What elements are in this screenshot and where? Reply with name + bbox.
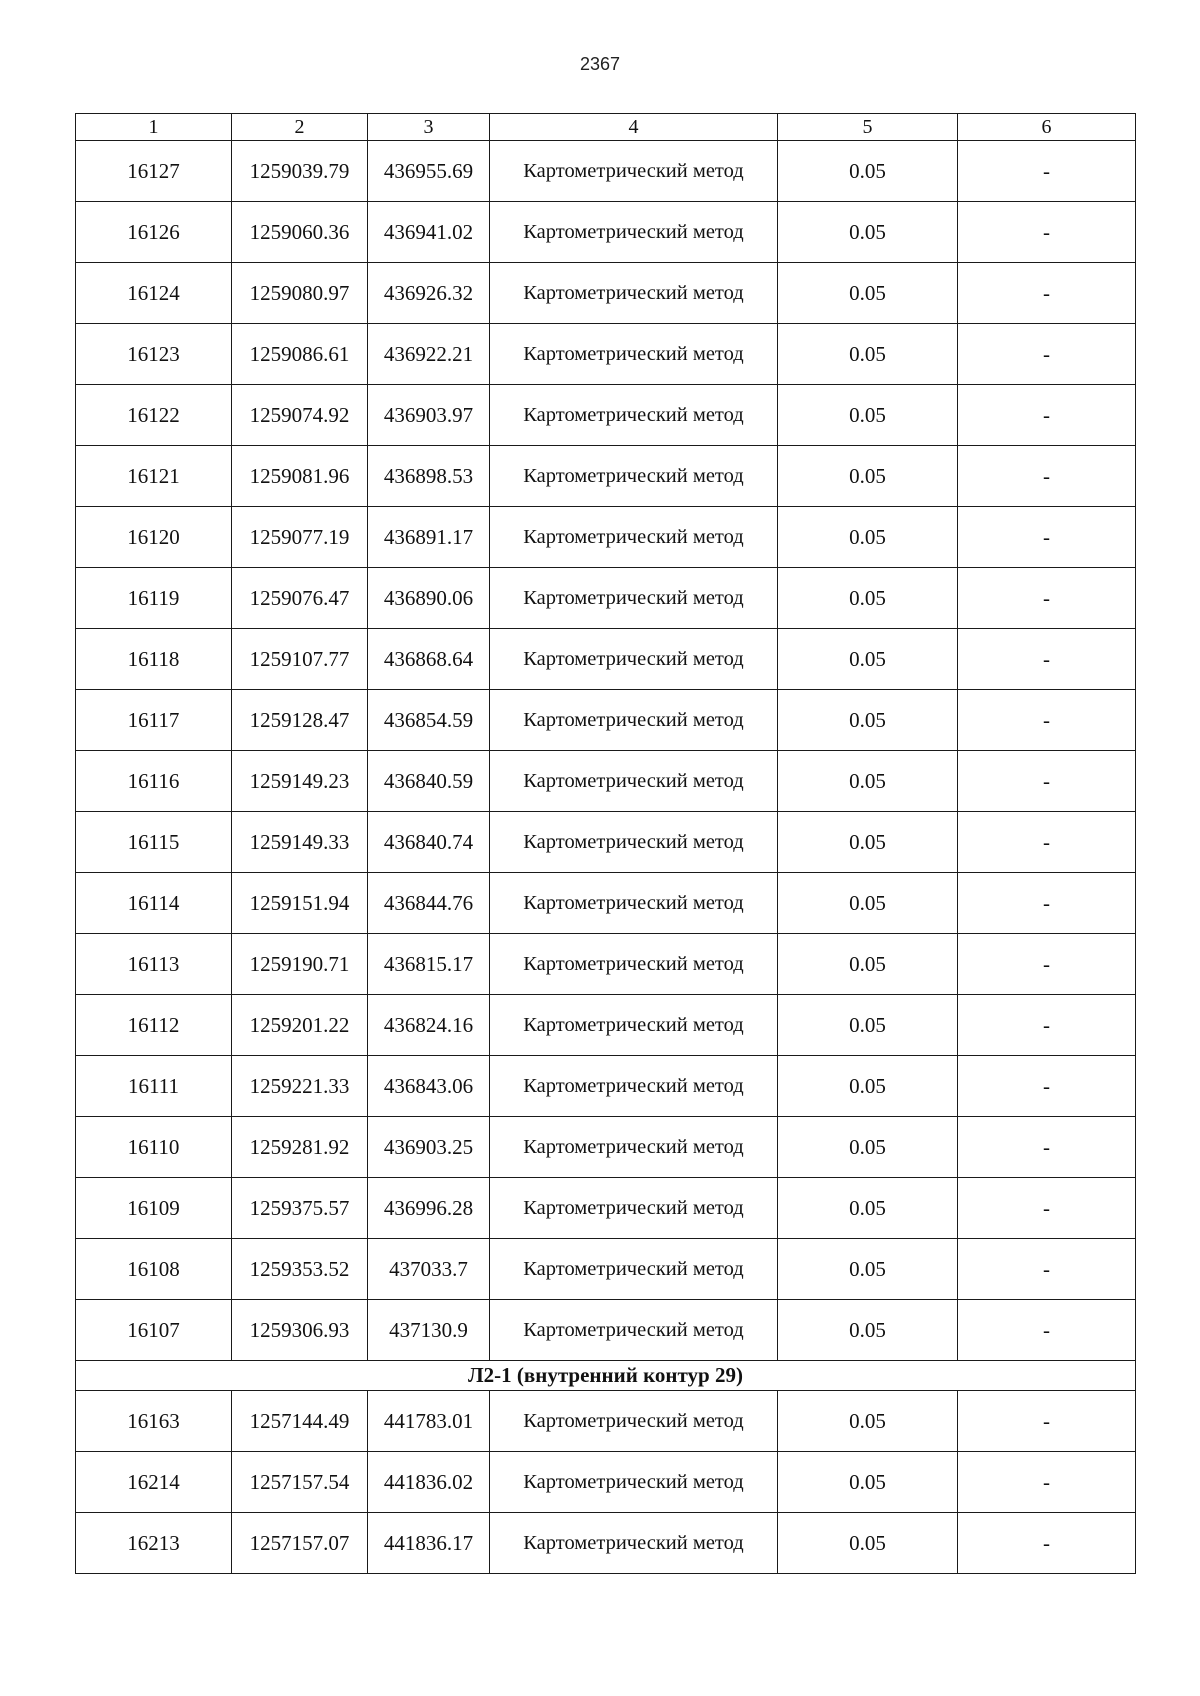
method-cell: Картометрический метод xyxy=(490,751,778,812)
method-cell: Картометрический метод xyxy=(490,1178,778,1239)
description-cell: - xyxy=(958,629,1136,690)
x-coordinate-cell: 1257144.49 xyxy=(232,1391,368,1452)
method-cell: Картометрический метод xyxy=(490,263,778,324)
header-row xyxy=(76,114,1136,141)
point-number-cell: 16115 xyxy=(76,812,232,873)
y-coordinate-cell: 436898.53 xyxy=(368,446,490,507)
method-cell: Картометрический метод xyxy=(490,1513,778,1574)
method-cell: Картометрический метод xyxy=(490,1117,778,1178)
point-number-cell: 16107 xyxy=(76,1300,232,1361)
section-title: Л2-1 (внутренний контур 29) xyxy=(76,1361,1136,1391)
y-coordinate-cell: 436926.32 xyxy=(368,263,490,324)
accuracy-cell: 0.05 xyxy=(778,995,958,1056)
point-number-cell: 16119 xyxy=(76,568,232,629)
table-row xyxy=(76,507,1136,568)
point-number-cell: 16123 xyxy=(76,324,232,385)
method-cell: Картометрический метод xyxy=(490,812,778,873)
accuracy-cell: 0.05 xyxy=(778,1056,958,1117)
point-number-cell: 16213 xyxy=(76,1513,232,1574)
description-cell: - xyxy=(958,934,1136,995)
y-coordinate-cell: 436903.97 xyxy=(368,385,490,446)
accuracy-cell: 0.05 xyxy=(778,690,958,751)
coordinates-table xyxy=(75,113,1136,1574)
table-row xyxy=(76,812,1136,873)
description-cell: - xyxy=(958,1391,1136,1452)
description-cell: - xyxy=(958,568,1136,629)
y-coordinate-cell: 441836.17 xyxy=(368,1513,490,1574)
accuracy-cell: 0.05 xyxy=(778,141,958,202)
method-cell: Картометрический метод xyxy=(490,568,778,629)
point-number-cell: 16108 xyxy=(76,1239,232,1300)
accuracy-cell: 0.05 xyxy=(778,751,958,812)
accuracy-cell: 0.05 xyxy=(778,507,958,568)
point-number-cell: 16111 xyxy=(76,1056,232,1117)
table-row xyxy=(76,202,1136,263)
x-coordinate-cell: 1259080.97 xyxy=(232,263,368,324)
method-cell: Картометрический метод xyxy=(490,1056,778,1117)
table-row xyxy=(76,1300,1136,1361)
page-number: 2367 xyxy=(579,54,621,74)
description-cell: - xyxy=(958,1300,1136,1361)
point-number-cell: 16110 xyxy=(76,1117,232,1178)
description-cell: - xyxy=(958,1513,1136,1574)
accuracy-cell: 0.05 xyxy=(778,446,958,507)
description-cell: - xyxy=(958,202,1136,263)
method-cell: Картометрический метод xyxy=(490,141,778,202)
description-cell: - xyxy=(958,1452,1136,1513)
point-number-cell: 16163 xyxy=(76,1391,232,1452)
point-number-cell: 16116 xyxy=(76,751,232,812)
accuracy-cell: 0.05 xyxy=(778,202,958,263)
method-cell: Картометрический метод xyxy=(490,507,778,568)
table-header xyxy=(76,114,1136,141)
x-coordinate-cell: 1259076.47 xyxy=(232,568,368,629)
y-coordinate-cell: 441783.01 xyxy=(368,1391,490,1452)
method-cell: Картометрический метод xyxy=(490,1239,778,1300)
point-number-cell: 16121 xyxy=(76,446,232,507)
column-header: 3 xyxy=(368,114,490,141)
description-cell: - xyxy=(958,690,1136,751)
accuracy-cell: 0.05 xyxy=(778,568,958,629)
method-cell: Картометрический метод xyxy=(490,202,778,263)
accuracy-cell: 0.05 xyxy=(778,934,958,995)
x-coordinate-cell: 1259081.96 xyxy=(232,446,368,507)
table-row xyxy=(76,629,1136,690)
x-coordinate-cell: 1257157.54 xyxy=(232,1452,368,1513)
description-cell: - xyxy=(958,1117,1136,1178)
description-cell: - xyxy=(958,324,1136,385)
table-row xyxy=(76,1178,1136,1239)
table-row xyxy=(76,1452,1136,1513)
x-coordinate-cell: 1259201.22 xyxy=(232,995,368,1056)
x-coordinate-cell: 1259107.77 xyxy=(232,629,368,690)
column-header: 4 xyxy=(490,114,778,141)
description-cell: - xyxy=(958,446,1136,507)
point-number-cell: 16117 xyxy=(76,690,232,751)
description-cell: - xyxy=(958,1239,1136,1300)
x-coordinate-cell: 1259074.92 xyxy=(232,385,368,446)
accuracy-cell: 0.05 xyxy=(778,1513,958,1574)
method-cell: Картометрический метод xyxy=(490,1300,778,1361)
method-cell: Картометрический метод xyxy=(490,873,778,934)
table-row xyxy=(76,873,1136,934)
accuracy-cell: 0.05 xyxy=(778,324,958,385)
x-coordinate-cell: 1259039.79 xyxy=(232,141,368,202)
y-coordinate-cell: 436844.76 xyxy=(368,873,490,934)
method-cell: Картометрический метод xyxy=(490,446,778,507)
accuracy-cell: 0.05 xyxy=(778,1452,958,1513)
y-coordinate-cell: 441836.02 xyxy=(368,1452,490,1513)
accuracy-cell: 0.05 xyxy=(778,1239,958,1300)
method-cell: Картометрический метод xyxy=(490,629,778,690)
description-cell: - xyxy=(958,385,1136,446)
table-row xyxy=(76,1056,1136,1117)
y-coordinate-cell: 436843.06 xyxy=(368,1056,490,1117)
point-number-cell: 16120 xyxy=(76,507,232,568)
y-coordinate-cell: 437130.9 xyxy=(368,1300,490,1361)
accuracy-cell: 0.05 xyxy=(778,1117,958,1178)
table-row xyxy=(76,263,1136,324)
y-coordinate-cell: 437033.7 xyxy=(368,1239,490,1300)
point-number-cell: 16114 xyxy=(76,873,232,934)
point-number-cell: 16118 xyxy=(76,629,232,690)
table-row xyxy=(76,1513,1136,1574)
accuracy-cell: 0.05 xyxy=(778,385,958,446)
y-coordinate-cell: 436824.16 xyxy=(368,995,490,1056)
table-row xyxy=(76,385,1136,446)
point-number-cell: 16126 xyxy=(76,202,232,263)
table-row xyxy=(76,324,1136,385)
column-header: 6 xyxy=(958,114,1136,141)
x-coordinate-cell: 1259149.23 xyxy=(232,751,368,812)
description-cell: - xyxy=(958,873,1136,934)
accuracy-cell: 0.05 xyxy=(778,263,958,324)
y-coordinate-cell: 436903.25 xyxy=(368,1117,490,1178)
point-number-cell: 16124 xyxy=(76,263,232,324)
column-header: 2 xyxy=(232,114,368,141)
description-cell: - xyxy=(958,751,1136,812)
x-coordinate-cell: 1259375.57 xyxy=(232,1178,368,1239)
table-row xyxy=(76,1239,1136,1300)
method-cell: Картометрический метод xyxy=(490,385,778,446)
table-row xyxy=(76,141,1136,202)
description-cell: - xyxy=(958,812,1136,873)
method-cell: Картометрический метод xyxy=(490,1391,778,1452)
y-coordinate-cell: 436891.17 xyxy=(368,507,490,568)
table-row xyxy=(76,1117,1136,1178)
y-coordinate-cell: 436840.74 xyxy=(368,812,490,873)
table-row xyxy=(76,1391,1136,1452)
section-row xyxy=(76,1361,1136,1391)
description-cell: - xyxy=(958,263,1136,324)
table-row xyxy=(76,568,1136,629)
description-cell: - xyxy=(958,1056,1136,1117)
table-body xyxy=(76,141,1136,1574)
method-cell: Картометрический метод xyxy=(490,324,778,385)
method-cell: Картометрический метод xyxy=(490,690,778,751)
x-coordinate-cell: 1259149.33 xyxy=(232,812,368,873)
point-number-cell: 16112 xyxy=(76,995,232,1056)
x-coordinate-cell: 1259060.36 xyxy=(232,202,368,263)
accuracy-cell: 0.05 xyxy=(778,873,958,934)
table-row xyxy=(76,446,1136,507)
y-coordinate-cell: 436815.17 xyxy=(368,934,490,995)
point-number-cell: 16127 xyxy=(76,141,232,202)
x-coordinate-cell: 1259190.71 xyxy=(232,934,368,995)
point-number-cell: 16214 xyxy=(76,1452,232,1513)
description-cell: - xyxy=(958,995,1136,1056)
table-row xyxy=(76,995,1136,1056)
y-coordinate-cell: 436955.69 xyxy=(368,141,490,202)
y-coordinate-cell: 436941.02 xyxy=(368,202,490,263)
table-row xyxy=(76,751,1136,812)
x-coordinate-cell: 1259077.19 xyxy=(232,507,368,568)
accuracy-cell: 0.05 xyxy=(778,1178,958,1239)
y-coordinate-cell: 436854.59 xyxy=(368,690,490,751)
x-coordinate-cell: 1257157.07 xyxy=(232,1513,368,1574)
method-cell: Картометрический метод xyxy=(490,1452,778,1513)
column-header: 5 xyxy=(778,114,958,141)
x-coordinate-cell: 1259128.47 xyxy=(232,690,368,751)
x-coordinate-cell: 1259306.93 xyxy=(232,1300,368,1361)
y-coordinate-cell: 436996.28 xyxy=(368,1178,490,1239)
description-cell: - xyxy=(958,141,1136,202)
x-coordinate-cell: 1259281.92 xyxy=(232,1117,368,1178)
y-coordinate-cell: 436890.06 xyxy=(368,568,490,629)
table-row xyxy=(76,934,1136,995)
description-cell: - xyxy=(958,507,1136,568)
method-cell: Картометрический метод xyxy=(490,995,778,1056)
y-coordinate-cell: 436868.64 xyxy=(368,629,490,690)
point-number-cell: 16113 xyxy=(76,934,232,995)
accuracy-cell: 0.05 xyxy=(778,629,958,690)
y-coordinate-cell: 436922.21 xyxy=(368,324,490,385)
accuracy-cell: 0.05 xyxy=(778,812,958,873)
accuracy-cell: 0.05 xyxy=(778,1300,958,1361)
point-number-cell: 16122 xyxy=(76,385,232,446)
accuracy-cell: 0.05 xyxy=(778,1391,958,1452)
column-header: 1 xyxy=(76,114,232,141)
y-coordinate-cell: 436840.59 xyxy=(368,751,490,812)
x-coordinate-cell: 1259086.61 xyxy=(232,324,368,385)
description-cell: - xyxy=(958,1178,1136,1239)
table-row xyxy=(76,690,1136,751)
x-coordinate-cell: 1259151.94 xyxy=(232,873,368,934)
x-coordinate-cell: 1259221.33 xyxy=(232,1056,368,1117)
method-cell: Картометрический метод xyxy=(490,934,778,995)
x-coordinate-cell: 1259353.52 xyxy=(232,1239,368,1300)
point-number-cell: 16109 xyxy=(76,1178,232,1239)
